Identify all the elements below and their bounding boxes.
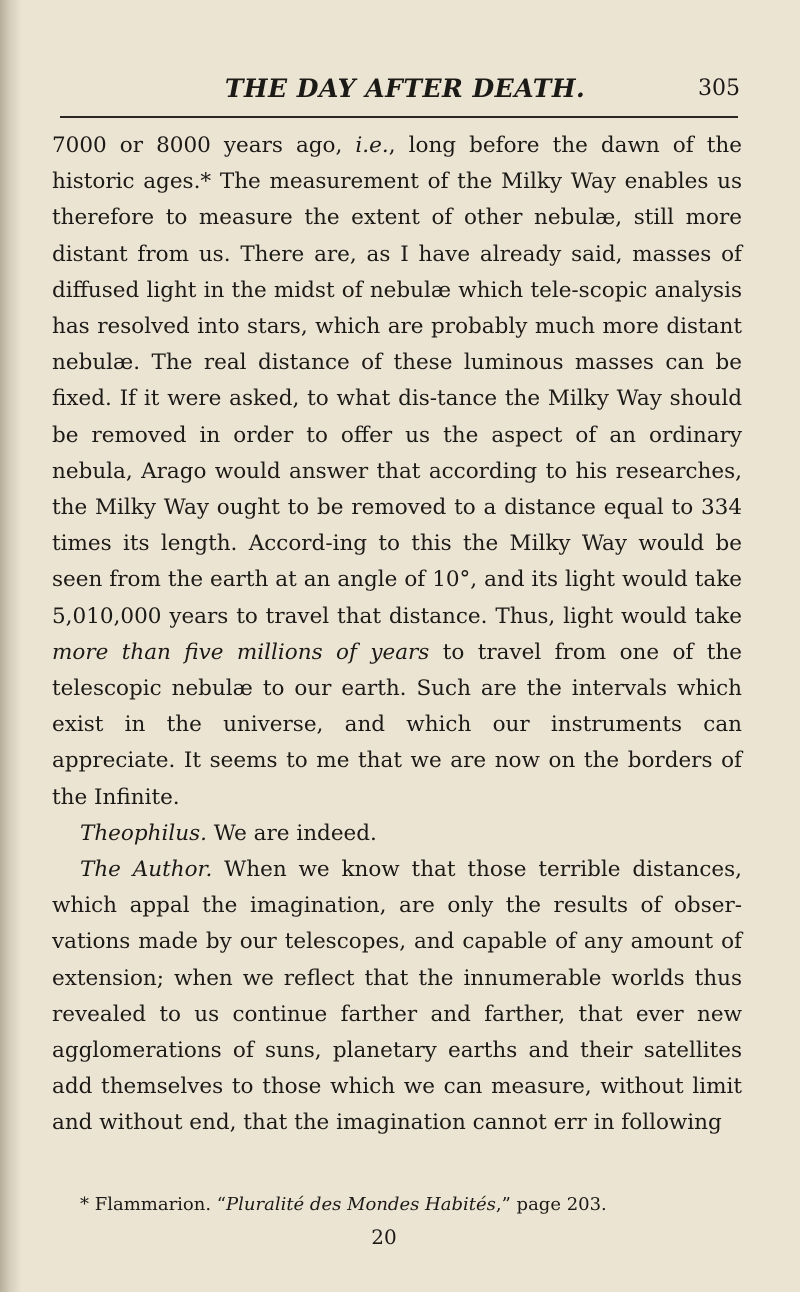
header-rule <box>60 116 738 118</box>
footnote-title: Pluralité des Mondes Habités <box>226 1194 496 1215</box>
signature-mark: 20 <box>371 1225 397 1249</box>
speech-text: When we know that those terrible distances, which appal the imagination, are only the results of obser-vations made by our telescopes, and capable of any amount of extension; when we reflect that the innumerable worlds thus revealed to us continue farther and farther, that ever new agglomerations of suns, planetary earths and their satellites add themselves to those which we can measure, without limit and without end, that the imagination cannot err in following <box>52 857 742 1136</box>
dialogue-author <box>52 852 742 1142</box>
footnote <box>80 1193 750 1217</box>
body-text <box>52 128 742 1142</box>
text-run: , long before the dawn of the historic ages.* The measurement of the Milky Way enables us therefore to measure the extent of other nebulæ, still more distant from us. There are, as I have already said, masses of diffused light in the midst of nebulæ which tele-scopic analysis has resolved into stars, which are probably much more distant nebulæ. The real distance of these luminous masses can be fixed. If it were asked, to what dis-tance the Milky Way should be removed in order to offer us the aspect of an ordinary nebula, Arago would answer that according to his researches, the Milky Way ought to be removed to a distance equal to 334 times its length. Accord-ing to this the Milky Way would be seen from the earth at an angle of 10°, and its light would take 5,010,000 years to travel that distance. Thus, light would take <box>52 133 742 629</box>
italic-run: more than five millions of years <box>52 639 430 665</box>
footnote-marker: * Flammarion. “ <box>80 1194 227 1215</box>
speaker-name: The Author. <box>80 857 213 883</box>
italic-run: i.e. <box>355 133 389 158</box>
text-run: to travel from one of the telescopic nebulæ to our earth. Such are the intervals which exist in the universe, and which our instruments can appreciate. It seems to me that we are now on the borders of the Infinite. <box>52 639 743 810</box>
running-title: THE DAY AFTER DEATH. <box>224 74 586 103</box>
footnote-rest: ,” page 203. <box>495 1194 607 1215</box>
text-run: 7000 or 8000 years ago, <box>52 133 356 158</box>
dialogue-theophilus <box>52 816 742 852</box>
paragraph-continuation <box>52 128 742 816</box>
speech-text: We are indeed. <box>206 820 377 846</box>
speaker-name: Theophilus. <box>80 820 207 846</box>
page-number: 305 <box>698 76 740 101</box>
